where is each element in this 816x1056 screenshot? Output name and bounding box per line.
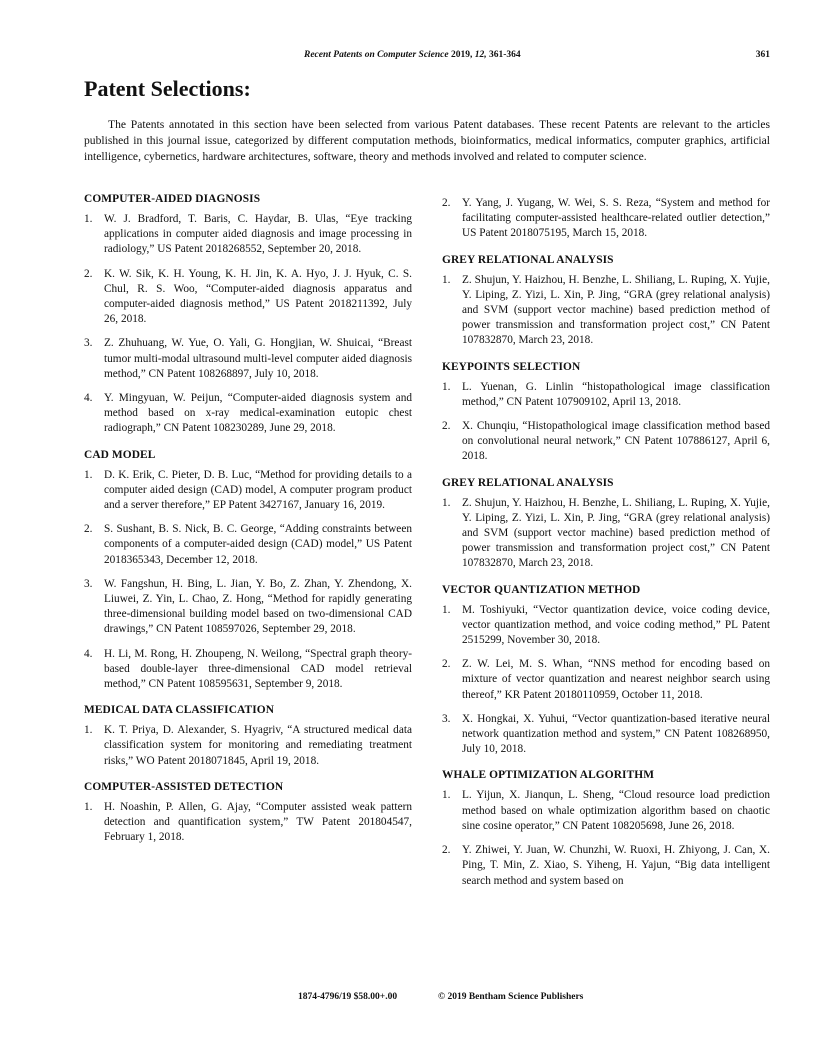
journal-year: 2019, (450, 50, 473, 60)
entry-text: L. Yijun, X. Jianqun, L. Sheng, “Cloud resource load prediction method based on whale optimization algorithm based on chaotic sine cosine operator,” CN Patent 108205698, June 26, 2018. (462, 789, 770, 832)
patent-section (442, 584, 770, 758)
section-heading: VECTOR QUANTIZATION METHOD (442, 583, 641, 596)
entry-text: Y. Yang, J. Yugang, W. Wei, S. S. Reza, “System and method for facilitating computer-assisted healthcare-related outlier detection,” US Patent 2018075195, March 15, 2018. (462, 197, 770, 240)
section-heading: GREY RELATIONAL ANALYSIS (442, 253, 614, 266)
entry-text: L. Yuenan, G. Linlin “histopathological image classification method,” CN Patent 107909102, April 13, 2018. (462, 380, 770, 408)
entry-text: Y. Mingyuan, W. Peijun, “Computer-aided diagnosis system and method based on x-ray medical-examination eutopic chest radiograph,” CN Patent 108230289, June 29, 2018. (104, 392, 412, 435)
patent-section (442, 769, 770, 888)
section-heading: MEDICAL DATA CLASSIFICATION (84, 704, 275, 717)
journal-pages: 361-364 (488, 50, 521, 60)
entry-number: 4. (84, 392, 93, 405)
entry-text: H. Noashin, P. Allen, G. Ajay, “Computer assisted weak pattern detection and quantification system,” TW Patent 201804547, February 1, 2018. (104, 800, 412, 844)
patent-section (442, 361, 770, 465)
journal-name: Recent Patents on Computer Science (304, 50, 449, 60)
entry-number: 1. (442, 789, 451, 802)
entry-number: 1. (442, 273, 451, 286)
entry-text: Z. Shujun, Y. Haizhou, H. Benzhe, L. Shiliang, L. Ruping, X. Yujie, Y. Liping, Z. Yizi, L. Xin, P. Jing, “GRA (grey relational analysis) and SVM (support vector machine) based prediction method of power transmission and transformation project cost,” CN Patent 107832870, March 23, 2018. (462, 496, 770, 570)
patent-entry (442, 712, 770, 758)
entry-number: 1. (442, 380, 451, 393)
patent-entry (442, 380, 770, 410)
patent-list (442, 273, 770, 349)
patent-list (442, 496, 770, 572)
entry-text: M. Toshiyuki, “Vector quantization device, voice coding device, vector quantization method, and voice coding method,” PL Patent 2515299, November 30, 2018. (462, 603, 770, 647)
section-heading: GREY RELATIONAL ANALYSIS (442, 476, 614, 489)
entry-text: W. J. Bradford, T. Baris, C. Haydar, B. Ulas, “Eye tracking applications in computer aided diagnosis and image processing in radiology,” US Patent 2018268552, September 20, 2018. (104, 213, 412, 256)
patent-section (84, 704, 412, 769)
entry-text: Y. Zhiwei, Y. Juan, W. Chunzhi, W. Ruoxi, H. Zhiyong, J. Can, X. Ping, T. Min, Z. Xiao, S. Yiheng, H. Yajun, “Big data intelligent search method and system based on (462, 844, 770, 887)
patent-section (84, 781, 412, 846)
patent-list (442, 380, 770, 465)
entry-number: 1. (442, 603, 451, 616)
entry-number: 3. (84, 577, 93, 590)
entry-text: X. Chunqiu, “Histopathological image classification method based on convolutional neural network,” CN Patent 107886127, April 6, 2018. (462, 420, 770, 463)
section-heading: CAD MODEL (84, 448, 156, 461)
patent-list (442, 603, 770, 758)
patent-list (84, 723, 412, 769)
patent-entry (84, 647, 412, 693)
issn-price: 1874-4796/19 $58.00+.00 (298, 992, 398, 1002)
patent-entry (442, 788, 770, 834)
section-heading: KEYPOINTS SELECTION (442, 360, 581, 373)
entry-number: 1. (442, 496, 451, 509)
patent-entry (442, 843, 770, 889)
entry-number: 1. (84, 468, 93, 481)
section-heading: COMPUTER-AIDED DIAGNOSIS (84, 193, 261, 205)
entry-text: H. Li, M. Rong, H. Zhoupeng, N. Weilong, “Spectral graph theory-based double-layer three-dimensional CAD model retrieval method,” CN Patent 108595631, September 9, 2018. (104, 647, 412, 691)
patent-section (84, 449, 412, 693)
patent-entry (84, 267, 412, 328)
entry-number: 4. (84, 647, 93, 660)
entry-number: 2. (442, 420, 451, 433)
entry-number: 1. (84, 213, 93, 225)
entry-text: K. W. Sik, K. H. Young, K. H. Jin, K. A. Hyo, J. J. Hyuk, C. S. Chul, R. S. Woo, “Computer-aided diagnosis apparatus and computer-aided diagnosis method,” US Patent 2018211392, July 26, 2018. (104, 267, 412, 326)
entry-text: W. Fangshun, H. Bing, L. Jian, Y. Bo, Z. Zhan, Y. Zhendong, X. Liuwei, Z. Yin, L. Chao, Z. Hong, “Method for rapidly generating three-dimensional building model based on two-dimensional CAD drawings,” CN Patent 108597026, September 29, 2018. (104, 577, 412, 636)
patent-list (84, 212, 412, 437)
entry-text: Z. W. Lei, M. S. Whan, “NNS method for encoding based on mixture of vector quantization and nearest neighbor search using thereof,” KR Patent 20180110959, October 11, 2018. (462, 658, 770, 701)
entry-number: 2. (84, 267, 93, 280)
entry-number: 3. (442, 712, 451, 725)
journal-citation (304, 50, 521, 60)
page-number: 361 (755, 50, 770, 60)
journal-volume: 12, (474, 50, 487, 60)
left-column (84, 193, 412, 858)
patent-entry (442, 419, 770, 465)
entry-number: 1. (84, 724, 93, 737)
right-column (442, 196, 770, 901)
entry-number: 1. (84, 800, 93, 813)
patent-entry (84, 522, 412, 568)
entry-number: 2. (442, 197, 451, 209)
entry-text: S. Sushant, B. S. Nick, B. C. George, “Adding constraints between components of a computer-aided design (CAD) model,” US Patent 2018365343, December 12, 2018. (104, 523, 412, 566)
patent-entry (84, 800, 412, 846)
entry-text: D. K. Erik, C. Pieter, D. B. Luc, “Method for providing details to a computer aided design (CAD) model, A computer program product and a server therefore,” EP Patent 3427167, January 16, 2019. (104, 468, 412, 512)
section-heading: COMPUTER-ASSISTED DETECTION (84, 780, 284, 793)
patent-entry (442, 196, 770, 242)
patent-entry (84, 577, 412, 638)
page-title: Patent Selections: (84, 76, 251, 101)
patent-entry (84, 723, 412, 769)
patent-list (442, 788, 770, 888)
patent-list (84, 468, 412, 693)
patent-entry (442, 273, 770, 349)
entry-number: 2. (84, 523, 93, 536)
entry-number: 3. (84, 337, 93, 350)
entry-text: Z. Zhuhuang, W. Yue, O. Yali, G. Hongjian, W. Shuicai, “Breast tumor multi-modal ultrasound multi-level computer aided diagnosis method,” CN Patent 108268897, July 10, 2018. (104, 337, 412, 380)
patent-entry (442, 496, 770, 572)
entry-number: 2. (442, 658, 451, 671)
entry-text: K. T. Priya, D. Alexander, S. Hyagriv, “A structured medical data classification system for monitoring and remediating treatment risks,” WO Patent 2018071845, April 19, 2018. (104, 724, 412, 767)
entry-text: X. Hongkai, X. Yuhui, “Vector quantization-based iterative neural network quantization method and system,” CN Patent 108268950, July 10, 2018. (462, 712, 770, 756)
patent-entry (84, 336, 412, 382)
patent-entry (442, 603, 770, 649)
patent-section (84, 193, 412, 437)
patent-entry (442, 657, 770, 703)
intro-paragraph: The Patents annotated in this section have been selected from various Patent databases. These recent Patents are relevant to the articles published in this journal issue, categorized by different computation methods, bioinformatics, medical informatics, computer graphics, artificial intelligence, cybernetics, hardware architectures, software, theory and methods involved and related to computer science. (84, 118, 770, 163)
patent-list (84, 800, 412, 846)
patent-entry (84, 391, 412, 437)
patent-section (442, 196, 770, 242)
patent-section (442, 477, 770, 572)
section-heading: WHALE OPTIMIZATION ALGORITHM (442, 769, 655, 782)
patent-section (442, 254, 770, 349)
patent-entry (84, 212, 412, 258)
entry-number: 2. (442, 844, 451, 857)
copyright: © 2019 Bentham Science Publishers (438, 992, 584, 1002)
patent-entry (84, 468, 412, 514)
entry-text: Z. Shujun, Y. Haizhou, H. Benzhe, L. Shiliang, L. Ruping, X. Yujie, Y. Liping, Z. Yizi, L. Xin, P. Jing, “GRA (grey relational analysis) and SVM (support vector machine) based prediction method of power transmission and transformation project cost,” CN Patent 107832870, March 23, 2018. (462, 273, 770, 347)
patent-list (442, 196, 770, 242)
